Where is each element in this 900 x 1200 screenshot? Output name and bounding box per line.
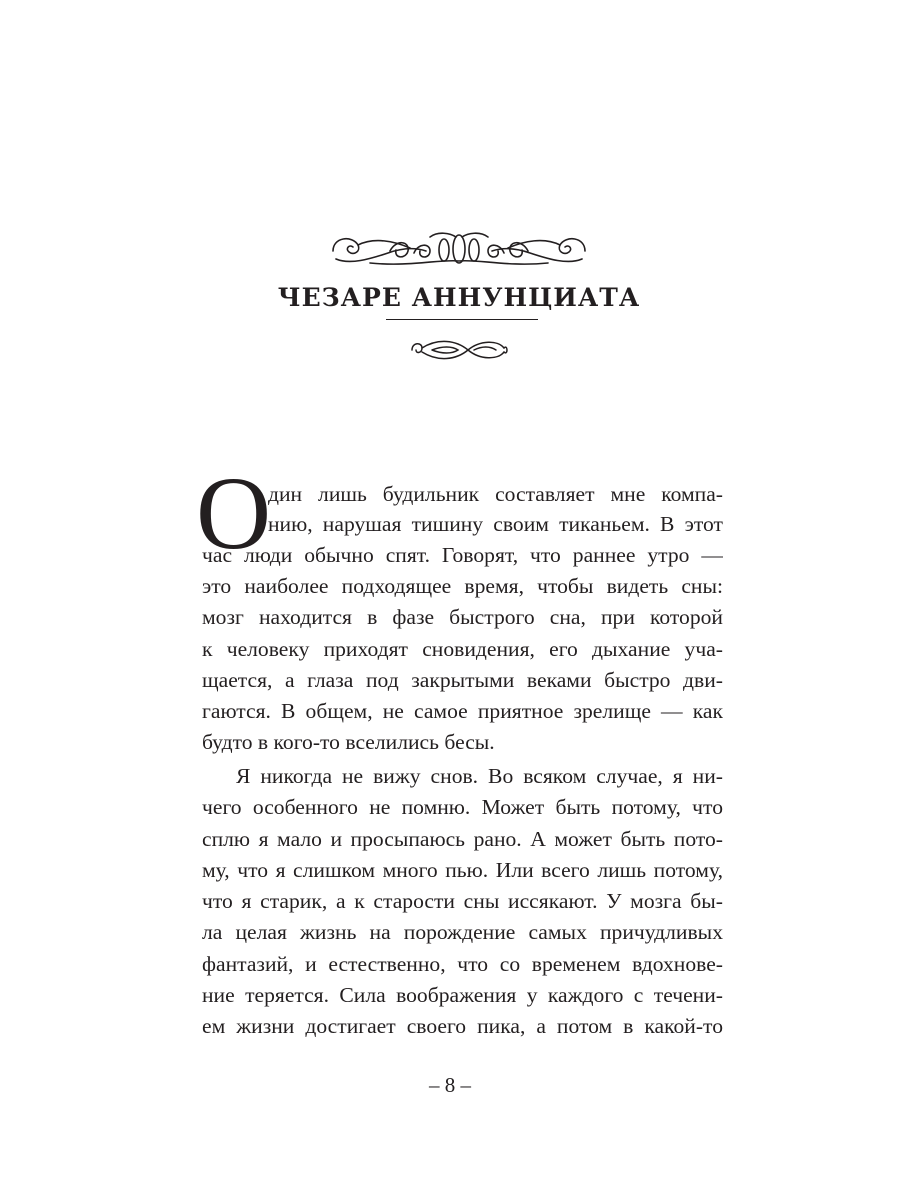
drop-cap: О	[196, 456, 272, 571]
paragraph-2-line: му, что я слишком много пью. Или всего лишь потому,	[202, 858, 723, 882]
paragraph-1-line: щается, а глаза под закрытыми веками быстро дви-	[202, 668, 723, 692]
paragraph-2-line: чего особенного не помню. Может быть потому, что	[202, 795, 723, 819]
paragraph-1-line: час люди обычно спят. Говорят, что раннее утро —	[202, 543, 723, 567]
paragraph-2-line: ем жизни достигает своего пика, а потом в какой-то	[202, 1014, 723, 1038]
paragraph-1-line: гаются. В общем, не самое приятное зрелище — как	[202, 699, 723, 723]
paragraph-2-line: что я старик, а к старости сны иссякают. У мозга бы-	[202, 889, 723, 913]
paragraph-2-line: сплю я мало и просыпаюсь рано. А может быть пото-	[202, 827, 723, 851]
ornament-bottom	[408, 334, 510, 366]
paragraph-2-line: Я никогда не вижу снов. Во всяком случае, я ни-	[236, 764, 723, 788]
paragraph-1-line: мозг находится в фазе быстрого сна, при которой	[202, 605, 723, 629]
paragraph-1-line: будто в кого-то вселились бесы.	[202, 730, 495, 754]
paragraph-2-line: фантазий, и естественно, что со временем вдохнове-	[202, 952, 723, 976]
ornament-top	[330, 229, 588, 269]
paragraph-2-line: ние теряется. Сила воображения у каждого с течени-	[202, 983, 723, 1007]
paragraph-1-line: дин лишь будильник составляет мне компа-	[268, 482, 723, 506]
paragraph-1-line: это наиболее подходящее время, чтобы видеть сны:	[202, 574, 723, 598]
title-rule	[386, 319, 538, 320]
paragraph-1-line: к человеку приходят сновидения, его дыхание уча-	[202, 637, 723, 661]
page-number: – 8 –	[429, 1073, 471, 1097]
paragraph-1-line: нию, нарушая тишину своим тиканьем. В этот	[268, 512, 723, 536]
paragraph-2-line: ла целая жизнь на порождение самых причудливых	[202, 920, 723, 944]
chapter-title: ЧЕЗАРЕ АННУНЦИАТА	[277, 283, 641, 312]
